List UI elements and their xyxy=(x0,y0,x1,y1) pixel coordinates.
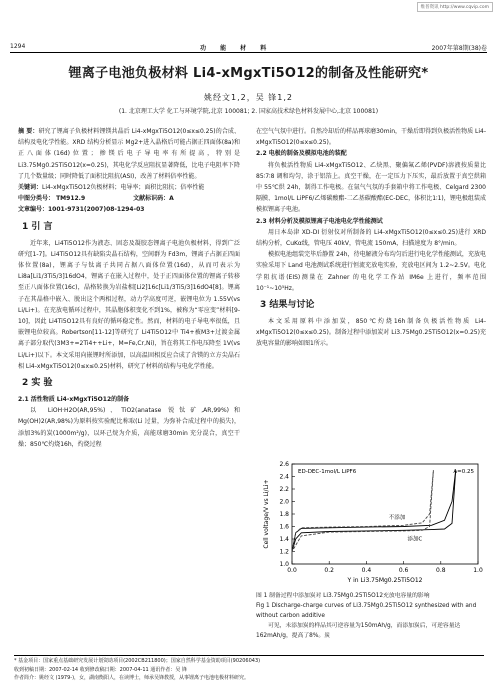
x-tick-label: 0.6 xyxy=(398,567,409,574)
authors: 姚经文1,2，吴 锋1,2 xyxy=(204,93,293,102)
series-line xyxy=(292,470,456,551)
section-heading: 2 实 验 xyxy=(22,378,53,389)
running-head xyxy=(10,40,487,53)
paragraph: 模拟电池组装完毕后静置 24h，待电解液分布均匀后进行电化学性能测试，充放电实验采用下 Land 电池测试系统进行恒流充放电实验，充放电区间为 1.2~2.5V。电化学阻抗谱(EIS)测量在 Zahner 的电化学工作站 IM6e 上进行，频率范围 10⁻¹~10⁵Hz。 xyxy=(256,251,486,292)
page-number: 1294 xyxy=(10,43,26,50)
y-tick-label: 2.0 xyxy=(279,498,289,506)
watermark: 维普资讯 http://www.cqvip.com xyxy=(417,2,493,12)
issue-info: 2007年第8期(38)卷 xyxy=(431,45,487,52)
annotation: 添加C xyxy=(407,536,423,543)
footnote-line: * 基金项目：国家重点基础研究发展计划资助项目(2002CB211800)；国家自然科学基金资助项目(90206043) xyxy=(14,658,261,664)
x-tick-label: 0.4 xyxy=(361,567,372,574)
x-tick-label: 0.8 xyxy=(436,567,446,574)
abstract-text: 研究了锂离子负极材料锂镁共晶后 Li4-xMgxTi5O12(0≤x≤0.25)的合成、结构及电化学性能。XRD 结构分析显示 Mg2+进入晶格后可能占据正四面体(8a)和正八面体(16d)位置；掺镁后电子导电率有所提高，特别是 Li3.75Mg0.25Ti5O12(x=0.25)，其电化学反应阻抗显著降低，比电子电阻率下降了几个数量级；同时降低了面积比阻抗(ASI)，改善了材料倍率性能。 xyxy=(18,128,240,180)
article-number: 文章编号：1001-9731(2007)08-1294-03 xyxy=(18,206,145,214)
classification xyxy=(18,193,240,204)
footnote-line: 作者简介：姚经文 (1979-)，女，湖南衡阳人，在读博士，师承吴锋教授，从事锂离子电池电极材料研究。 xyxy=(14,675,250,681)
x-tick-label: 0.2 xyxy=(324,567,334,574)
caption-following-text: 可见，未添加炭的样品其可逆容量为150mAh/g，而添加炭后，可逆容量达162mAh/g，提高了8%。炭 xyxy=(256,623,461,639)
series-line xyxy=(292,470,456,551)
charge-discharge-chart xyxy=(258,458,486,593)
x-tick-label: 0.0 xyxy=(287,567,297,574)
footnote xyxy=(14,655,484,683)
clc-number: 中图分类号： TM912.9 xyxy=(18,195,86,203)
y-tick-label: 1.6 xyxy=(279,523,289,531)
keywords-label: 关键词： xyxy=(18,184,43,192)
y-tick-label: 2.4 xyxy=(279,473,289,481)
subsection-heading: 2.2 电极的制备及模拟电池的装配 xyxy=(256,150,347,158)
y-tick-label: 1.2 xyxy=(279,548,289,556)
subsection-heading: 2.3 材料分析及模拟锂离子电池电化学性能测试 xyxy=(256,217,383,225)
section-heading: 3 结果与讨论 xyxy=(260,300,315,311)
y-axis-label: Cell voltage/V vs Li/Li+ xyxy=(263,479,270,549)
left-column xyxy=(18,126,240,450)
paragraph: 将负极活性物质 Li4-xMgxTi5O12、乙炔黑、聚偏氟乙烯(PVDF)溶液按质量比 85∶7∶8 调和均匀，涂于铝箔上。真空干燥，在一定压力下压实，最后放置于真空烘箱中 55℃烘 24h，制得工作电极。在氩气气氛的手套箱中将工作电极、Celgard 2300 隔膜、1mol/L LiPF6/乙烯碳酸酯-二乙基碳酸酯(EC-DEC，体积比1∶1)，锂电极组装成模拟锂离子电池。 xyxy=(256,161,486,214)
y-tick-label: 1.0 xyxy=(279,561,289,568)
paragraph: 在空气气氛中进行。自然冷却后的样品再球磨30min，干燥后即得到负极活性物质 Li4-xMgxTi5O12(0≤x≤0.25)。 xyxy=(256,128,486,147)
section-heading: 1 引 言 xyxy=(22,221,53,232)
article-title: 锂离子电池负极材料 Li4-xMgxTi5O12的制备及性能研究* xyxy=(68,66,429,81)
subsection-heading: 2.1 活性物质 Li4-xMgxTi5O12的制备 xyxy=(18,396,130,404)
caption-cn: 图 1 制备过程中添加炭对 Li3.75Mg0.25Ti5O12充放电容量的影响 xyxy=(256,593,430,599)
x-tick-label: 1.0 xyxy=(473,567,483,574)
paragraph: 本文采用原料中添加炭，850℃灼烧16h制备负极活性物质 Li4-xMgxTi5O12(0≤x≤0.25)。制备过程中添加炭对 Li3.75Mg0.25Ti5O12(x=0.25)充放电容量的影响如图1所示。 xyxy=(256,318,486,348)
y-tick-label: 1.4 xyxy=(279,536,289,543)
y-tick-label: 2.2 xyxy=(279,486,289,493)
annotation: 不添加 xyxy=(388,515,406,521)
legend-entry: A=0.25 xyxy=(453,469,474,475)
right-column xyxy=(256,126,486,350)
journal-name: 功 能 材 料 xyxy=(200,45,273,52)
paragraph: 以 LiOH·H2O(AR,95%)、TiO2(anatase 锐钛矿,AR,99%)和 Mg(OH)2(AR,98%)为原料按实验配比称取(Li 过量，为弥补合成过程中的损失)，添加3%的炭(1000m²/g)，以环己烷为介质，高能球磨30min 充分混合，真空干燥；850℃灼烧16h，灼烧过程 xyxy=(18,407,240,448)
y-tick-label: 1.8 xyxy=(279,511,289,518)
legend-entry: ED-DEC-1mol/L LiPF6 xyxy=(298,469,357,475)
paragraph: 近年来，Li4Ti5O12作为液态、固态及凝胶态锂离子电池负极材料，得到广泛研究[1-7]。Li4Ti5O12具有缺陷尖晶石结构，空间群为 Fd3m，锂离子占据正四面体位置(8a)，锂离子与钛离子共同占据八面体位置(16d)，从而可表示为 Li8a[Li1/3Ti5/3]16dO4，锂离子在嵌入过程中，处于正四面体位置的锂离子转移至正八面体位置(16c)，晶格转换为岩盐相[Li2]16c[Li1/3Ti5/3]16dO4[8]。锂离子在其晶格中嵌入、脱出这个两相过程，动力学高度可逆，嵌锂电位为 1.55V(vs Li/Li+)。在充放电循环过程中，其晶胞体积变化不到1%，被称为“零应变”材料[9-10]，因此 Li4Ti5O12具有良好的循环稳定性。然而，材料的电子导电率很低，且嵌锂电位较高。Robertson[11-12]等研究了 Li4Ti5O12中 Ti4+被M3+过渡金属离子部分取代(3M3+=2Ti4++Li+，M=Fe,Cr,Ni)，旨在将其工作电压降至 1V(vs Li/Li+)以下。本文采用向嵌锂时所添加，以高温固相反应合成了含镁的立方尖晶石相 Li4-xMgxTi5O12(0≤x≤0.25)材料，研究了材料的结构与电化学性能。 xyxy=(18,239,240,370)
x-axis-label: Y in Li3.75Mg0.25Ti5O12 xyxy=(347,577,423,584)
y-tick-label: 2.6 xyxy=(279,461,289,468)
caption-en: Fig 1 Discharge-charge curves of Li3.75Mg0.25Ti5O12 synthesized with and without carbon additive xyxy=(256,603,477,619)
keywords xyxy=(18,182,240,193)
keywords-text: Li4-xMgxTi5O12负极材料；电导率；面积比阻抗；倍率性能 xyxy=(42,184,205,192)
abstract-label: 摘 要： xyxy=(18,128,39,135)
abstract xyxy=(18,126,240,182)
figure-caption xyxy=(256,591,488,641)
footnote-line: 收到初稿日期：2007-02-14 收到修改稿日期：2007-04-11 通讯作者：吴 锋 xyxy=(14,666,187,673)
paragraph: 用日本岛津 XD-DI 衍射仪对所制备的 Li4-xMgxTi5O12(0≤x≤0.25)进行 XRD 结构分析，CuKα线，管电压 40kV，管电流 150mA，扫描速度为 8°/min。 xyxy=(256,228,486,248)
plot-frame xyxy=(292,464,478,564)
document-code: 文献标识码：A xyxy=(133,195,174,203)
affiliation: (1. 北京理工大学 化工与环境学院,北京 100081; 2. 国家高技术绿色材料发展中心,北京 100081) xyxy=(118,108,379,115)
